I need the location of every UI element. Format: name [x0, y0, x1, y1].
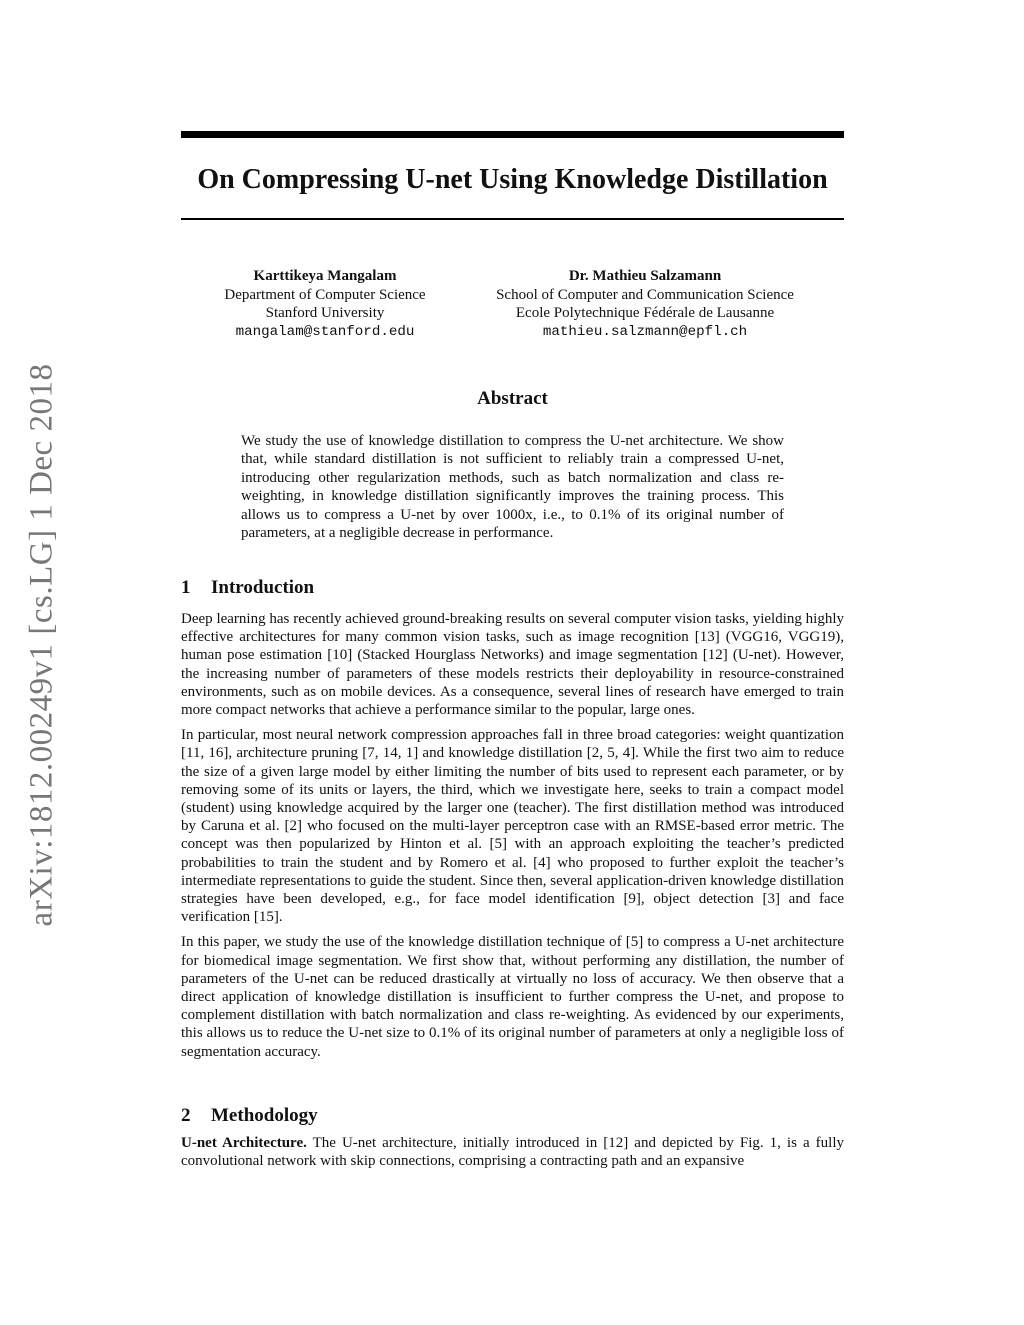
- author-block-2: [470, 267, 820, 341]
- author-name: Karttikeya Mangalam: [253, 268, 397, 284]
- paragraph: Deep learning has recently achieved ground-breaking results on several computer vision tasks, yielding highly effective architectures for many common vision tasks, such as image recognition [13] (VGG16, VGG19), human pose estimation [10] (Stacked Hourglass Networks) and image segmentation [12] (U-net). However, the increasing number of parameters of these models restricts their deployability in resource-constrained environments, such as on mobile devices. As a consequence, several lines of research have emerged to train more compact networks that achieve a performance similar to the popular, large ones.: [181, 611, 844, 719]
- introduction-body: [181, 610, 844, 1068]
- paragraph: [181, 1134, 844, 1170]
- author-institution: Stanford University: [265, 305, 385, 321]
- section-number: 2: [181, 1105, 191, 1126]
- abstract-text: We study the use of knowledge distillation to compress the U-net architecture. We show that, while standard distillation is not sufficient to reliably train a compressed U-net, introducing other regularization methods, such as batch normalization and class re-weighting, in knowledge distillation significantly improves the training process. This allows us to compress a U-net by over 1000x, i.e., to 0.1% of its original number of parameters, at a negligible decrease in performance.: [241, 433, 784, 542]
- section-number: 1: [181, 577, 191, 598]
- methodology-body: [181, 1134, 844, 1177]
- paragraph: In this paper, we study the use of the knowledge distillation technique of [5] to compress a U-net architecture for biomedical image segmentation. We first show that, without performing any distillation, the number of parameters of the U-net can be reduced drastically at virtually no loss of accuracy. We then observe that a direct application of knowledge distillation is insufficient to further compress the U-net, and propose to complement distillation with batch normalization and class re-weighting. As evidenced by our experiments, this allows us to reduce the U-net size to 0.1% of its original number of parameters at only a negligible loss of segmentation accuracy.: [181, 934, 844, 1060]
- section-title: Methodology: [211, 1105, 318, 1126]
- paragraph: In particular, most neural network compression approaches fall in three broad categories: weight quantization [11, 16], architecture pruning [7, 14, 1] and knowledge distillation [2, 5, 4]. While the first two aim to reduce the size of a given large model by either limiting the number of bits used to represent each parameter, or by removing some of its units or layers, the third, which we investigate here, seeks to train a compact model (student) using knowledge acquired by the larger one (teacher). The first distillation method was introduced by Caruna et al. [2] who focused on the multi-layer perceptron case with an RMSE-based error metric. The concept was then popularized by Hinton et al. [5] with an approach exploiting the teacher’s predicted probabilities to train the student and by Romero et al. [4] who proposed to further exploit the teacher’s intermediate representations to guide the student. Since then, several application-driven knowledge distillation strategies have been developed, e.g., for face model identification [9], object detection [3] and face verification [15].: [181, 727, 844, 926]
- author-block-1: [190, 267, 460, 341]
- paragraph-text: The U-net architecture, initially introduced in [12] and depicted by Fig. 1, is a fully convolutional network with skip connections, comprising a contracting path and an expansive: [181, 1135, 844, 1170]
- author-name: Dr. Mathieu Salzamann: [568, 268, 722, 284]
- author-institution: Ecole Polytechnique Fédérale de Lausanne: [515, 305, 775, 321]
- author-email[interactable]: mangalam@stanford.edu: [235, 323, 415, 340]
- section-title: Introduction: [211, 577, 315, 598]
- section-heading-methodology: [181, 1105, 318, 1127]
- author-email[interactable]: mathieu.salzmann@epfl.ch: [542, 323, 748, 340]
- abstract-heading: Abstract: [477, 388, 548, 409]
- paper-title: On Compressing U-net Using Knowledge Distillation: [197, 164, 828, 195]
- section-heading-introduction: [181, 577, 314, 599]
- arxiv-stamp-text: arXiv:1812.00249v1 [cs.LG] 1 Dec 2018: [23, 363, 60, 927]
- author-dept: Department of Computer Science: [224, 286, 426, 303]
- paragraph-lead: U-net Architecture.: [181, 1135, 307, 1151]
- arxiv-stamp: [22, 360, 62, 930]
- title-rule-bottom: [181, 218, 844, 220]
- author-dept: School of Computer and Communication Science: [496, 286, 794, 303]
- title-rule-top: [181, 131, 844, 138]
